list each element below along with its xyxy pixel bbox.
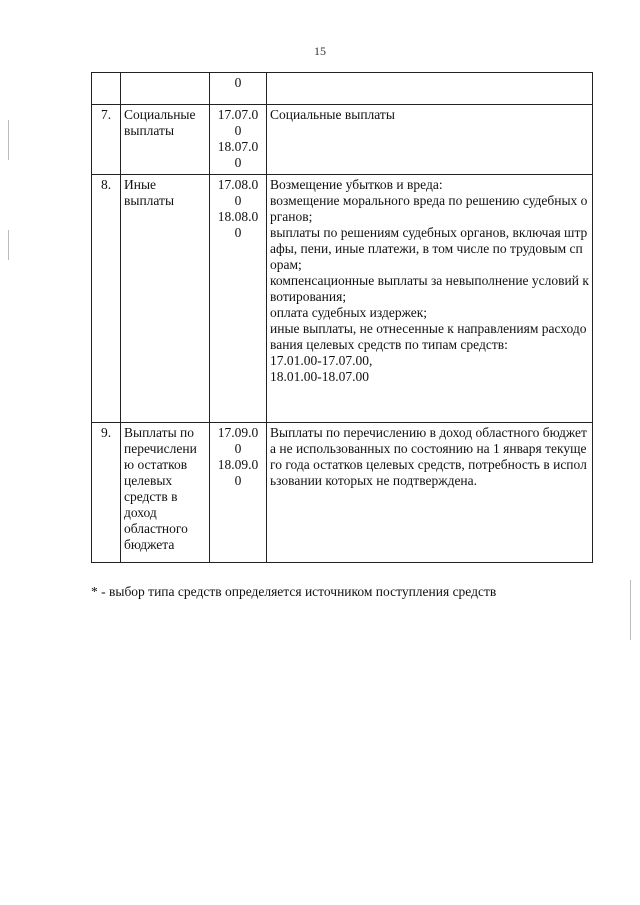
code-line: 0 [234, 193, 242, 208]
payment-name-line: Иные [124, 177, 157, 192]
code-line: 18.09.0 [217, 457, 259, 472]
code-line: 0 [234, 441, 242, 456]
table-row [92, 175, 593, 423]
scan-margin-mark [630, 580, 631, 640]
table-row [92, 73, 593, 105]
payment-name-line: бюджета [124, 537, 175, 552]
code-cell [210, 175, 267, 423]
payment-name-line: областного [124, 521, 188, 536]
code-cell [210, 423, 267, 563]
footnote: * - выбор типа средств определяется источником поступления средств [91, 584, 497, 599]
description-cell [267, 73, 593, 105]
code-line: 0 [234, 473, 242, 488]
description-line: 18.01.00-18.07.00 [270, 369, 369, 384]
code-line: 0 [234, 123, 242, 138]
description-line: иные выплаты, не отнесенные к направлениям расходования целевых средств по типам средств: [270, 321, 587, 352]
payment-name-line: доход [124, 505, 157, 520]
payment-name-line: средств в [124, 489, 178, 504]
code-line: 18.07.0 [217, 139, 259, 154]
table-row [92, 105, 593, 175]
code-line: 0 [234, 75, 242, 90]
payment-name-line: Социальные [124, 107, 196, 122]
table-row [92, 423, 593, 563]
description-line: Выплаты по перечислению в доход областного бюджета не использованных по состоянию на 1 января текущего года остатков целевых средств, потребность в использовании которых не подтверждена. [270, 425, 587, 488]
description-line: компенсационные выплаты за невыполнение условий квотирования; [270, 273, 589, 304]
description-line: Социальные выплаты [270, 107, 395, 122]
expense-types-table [91, 72, 593, 563]
code-line: 0 [234, 155, 242, 170]
payment-name-line: выплаты [124, 123, 175, 138]
code-line: 17.08.0 [217, 177, 259, 192]
payment-name-cell [121, 105, 210, 175]
row-number-cell [92, 73, 121, 105]
description-line: Возмещение убытков и вреда: [270, 177, 443, 192]
description-cell [267, 175, 593, 423]
description-cell [267, 423, 593, 563]
code-line: 0 [234, 225, 242, 240]
description-line: оплата судебных издержек; [270, 305, 428, 320]
payment-name-cell [121, 73, 210, 105]
payment-name-cell [121, 423, 210, 563]
description-cell [267, 105, 593, 175]
page-number: 15 [314, 44, 326, 58]
payment-name-line: выплаты [124, 193, 175, 208]
payment-name-line: перечислени [124, 441, 197, 456]
payment-name-cell [121, 175, 210, 423]
scan-margin-mark [8, 230, 9, 260]
code-cell [210, 73, 267, 105]
code-line: 17.09.0 [217, 425, 259, 440]
description-line: выплаты по решениям судебных органов, включая штрафы, пени, иные платежи, в том числе по трудовым спорам; [270, 225, 588, 272]
payment-name-line: ю остатков [124, 457, 188, 472]
row-number-cell: 9. [92, 423, 121, 563]
payment-name-line: Выплаты по [124, 425, 194, 440]
payment-name-line: целевых [124, 473, 173, 488]
code-cell [210, 105, 267, 175]
description-line: 17.01.00-17.07.00, [270, 353, 373, 368]
code-line: 18.08.0 [217, 209, 259, 224]
code-line: 17.07.0 [217, 107, 259, 122]
description-line: возмещение морального вреда по решению судебных органов; [270, 193, 588, 224]
row-number-cell: 7. [92, 105, 121, 175]
scan-margin-mark [8, 120, 9, 160]
row-number-cell: 8. [92, 175, 121, 423]
